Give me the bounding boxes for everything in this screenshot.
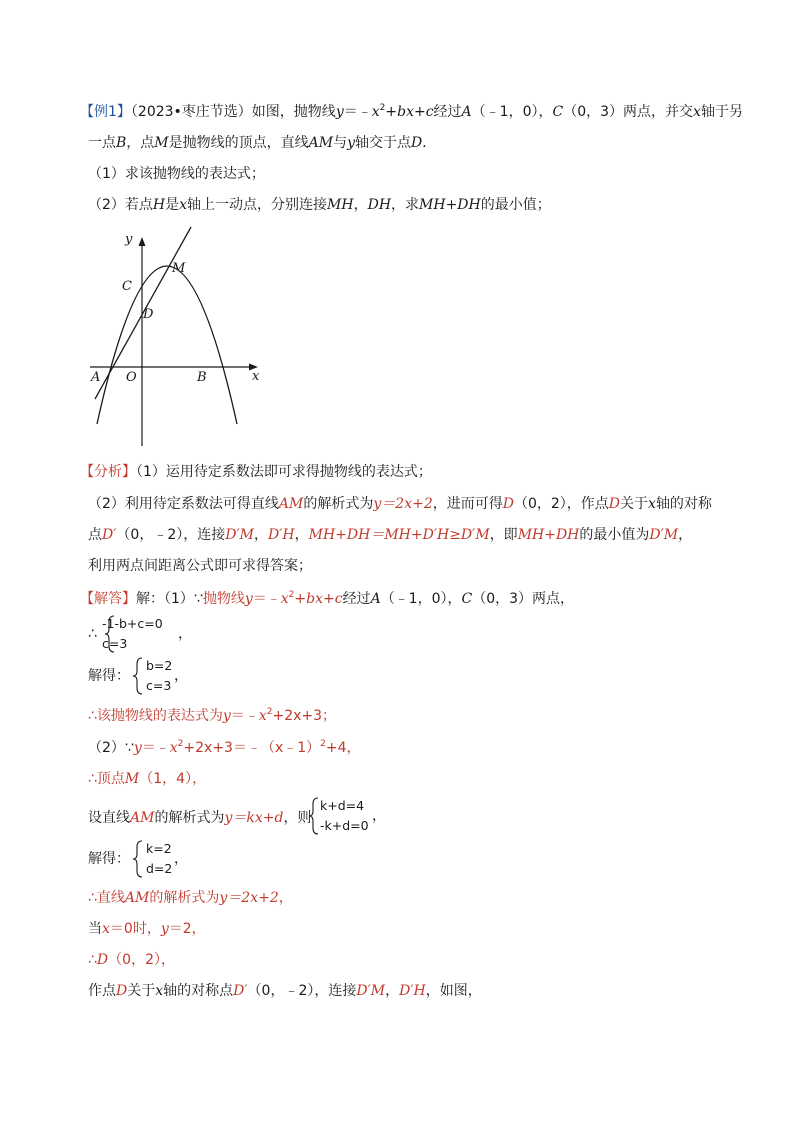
solution-line-5: ∴直线AM的解析式为y＝2x+2， (88, 890, 293, 906)
brace-icon (132, 839, 144, 879)
label-y: y (125, 232, 133, 247)
parabola-figure (88, 224, 273, 449)
solution-line-7: ∴D（0，2）， (88, 952, 175, 968)
analysis-line-3: 点D′（0，﹣2），连接D′M，D′H，MH+DH＝MH+D′H≥D′M，即MH+DH的最小值为D′M， (88, 527, 693, 543)
question-2: （2）若点H是x轴上一动点，分别连接MH，DH，求MH+DH的最小值； (88, 197, 551, 213)
solution-system-2: 解得： k=2 d=2 ， (88, 839, 208, 879)
y-axis-arrow (139, 237, 146, 246)
solution-line-1: 【解答】解：（1）∵抛物线$y=﹣x^2+bx+c$经过A（﹣1，0），C（0，3）两点， (80, 590, 575, 607)
solution-line-2: $(2)\because y=﹣x^2+2x+3=﹣(x﹣1)^2+4$， (88, 739, 361, 756)
equation-system-1: ∴ -1-b+c=0 c=3 ， (88, 614, 208, 654)
label-c: C (122, 279, 132, 294)
solution-line-3: ∴顶点M（1，4）， (88, 771, 207, 787)
analysis-tag: 【分析】 (80, 464, 136, 480)
analysis-line-2: （2）利用待定系数法可得直线AM的解析式为y＝2x+2，进而可得D（0，2），作点D关于x轴的对称 (88, 496, 712, 512)
label-d: D (143, 307, 154, 322)
result-1: ∴该抛物线的表达式为$y=﹣x^2+2x+3$； (88, 707, 337, 724)
solution-line-6: 当x＝0时，y＝2， (88, 921, 206, 937)
brace-icon (308, 796, 320, 836)
label-m: M (172, 261, 186, 276)
label-x: x (252, 369, 260, 384)
parabola-curve (97, 266, 237, 424)
solution-line-4: 设直线AM的解析式为y＝kx+d，则 (88, 810, 312, 826)
brace-icon (132, 656, 144, 696)
example-line-2: 一点B，点M是抛物线的顶点，直线AM与y轴交于点D． (88, 135, 437, 151)
analysis-line-4: 利用两点间距离公式即可求得答案； (88, 558, 312, 574)
analysis-line-1: 【分析】（1）运用待定系数法即可求得抛物线的表达式； (80, 464, 432, 480)
solution-line-8: 作点D关于x轴的对称点D′（0，﹣2），连接D′M，D′H，如图， (88, 983, 482, 999)
solution-system-1: 解得： b=2 c=3 ， (88, 656, 208, 696)
solution-tag: 【解答】 (80, 591, 136, 607)
equation-system-2: k+d=4 -k+d=0 ， (308, 796, 398, 836)
question-1: （1）求该抛物线的表达式； (88, 166, 265, 182)
example-tag: 【例1】 (80, 104, 131, 120)
label-a: A (91, 370, 101, 385)
label-b: B (197, 370, 207, 385)
label-o: O (126, 370, 137, 385)
example-line-1: 【例1】（2023•枣庄节选）如图，抛物线$y=﹣x^2+bx+c$经过A（﹣1，0），C（0，3）两点，并交x轴于另 (80, 103, 743, 120)
